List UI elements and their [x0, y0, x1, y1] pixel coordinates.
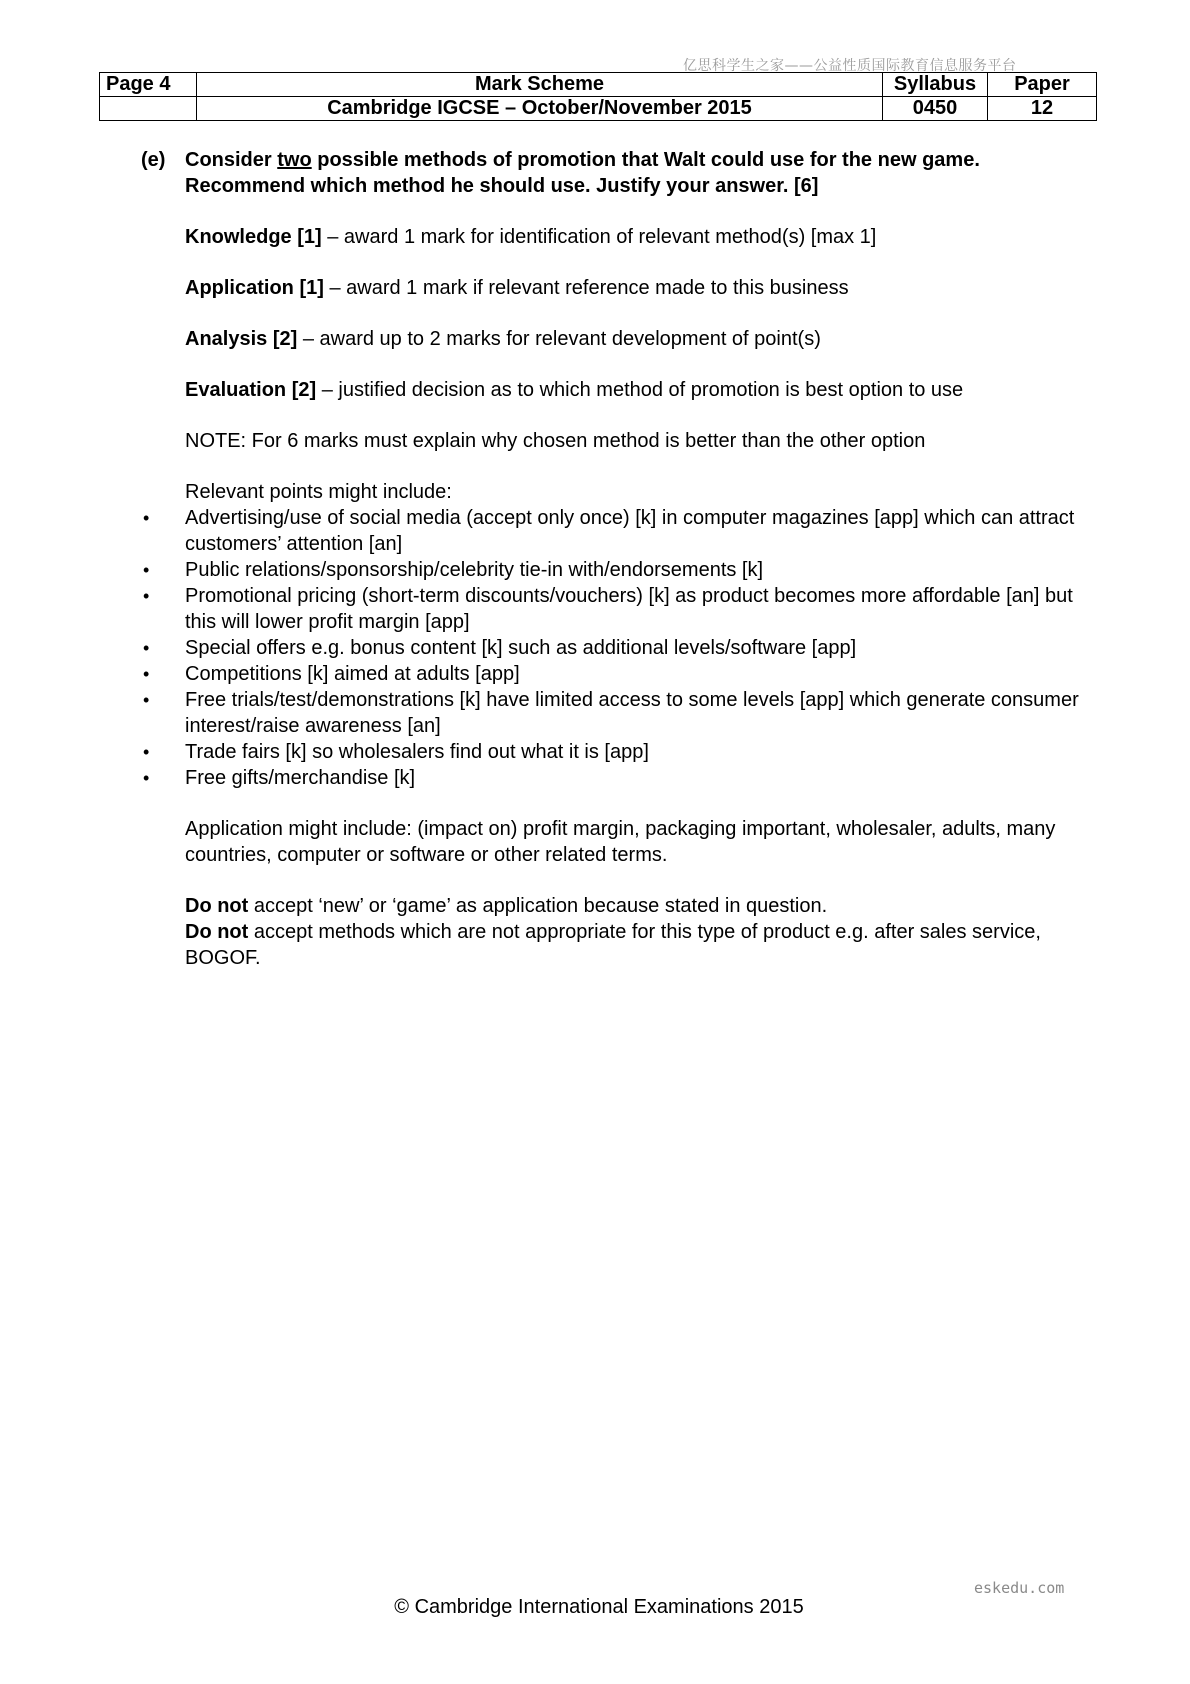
criterion-evaluation: Evaluation [2] – justified decision as to which method of promotion is best option to use — [185, 379, 964, 401]
list-item: • Free trials/test/demonstrations [k] have limited access to some levels [app] which generate consumer interest/raise awareness [an] — [141, 687, 1101, 739]
list-item: • Special offers e.g. bonus content [k] such as additional levels/software [app] — [141, 635, 1101, 661]
underlined-word: two — [277, 149, 312, 171]
do-not-2: Do not accept methods which are not appropriate for this type of product e.g. after sales service, BOGOF. — [185, 921, 1041, 969]
header-empty-cell — [100, 97, 197, 121]
do-not-1: Do not accept ‘new’ or ‘game’ as application because stated in question. — [185, 895, 828, 917]
points-intro: Relevant points might include: — [185, 481, 452, 503]
header-table — [99, 72, 1097, 121]
relevant-points-list — [141, 505, 1101, 791]
criterion-application: Application [1] – award 1 mark if relevant reference made to this business — [185, 277, 849, 299]
criterion-analysis: Analysis [2] – award up to 2 marks for relevant development of point(s) — [185, 328, 821, 350]
list-item: • Public relations/sponsorship/celebrity tie-in with/endorsements [k] — [141, 557, 1101, 583]
list-item: • Promotional pricing (short-term discounts/vouchers) [k] as product becomes more affordable [an] but this will lower profit margin [app] — [141, 583, 1101, 635]
list-item: • Advertising/use of social media (accept only once) [k] in computer magazines [app] which can attract customers’ attention [an] — [141, 505, 1101, 557]
page-number: Page 4 — [100, 73, 197, 97]
application-note: Application might include: (impact on) profit margin, packaging important, wholesaler, adults, many countries, computer or software or other related terms. — [185, 818, 1056, 866]
copyright-footer: © Cambridge International Examinations 2015 — [394, 1596, 804, 1618]
document-title: Mark Scheme — [197, 73, 883, 97]
list-item: • Competitions [k] aimed at adults [app] — [141, 661, 1101, 687]
exam-session: Cambridge IGCSE – October/November 2015 — [197, 97, 883, 121]
paper-number: 12 — [988, 97, 1097, 121]
watermark-bottom: eskedu.com — [974, 1579, 1065, 1597]
marking-note: NOTE: For 6 marks must explain why chosen method is better than the other option — [185, 430, 926, 452]
question — [141, 147, 1101, 199]
criterion-knowledge: Knowledge [1] – award 1 mark for identification of relevant method(s) [max 1] — [185, 226, 877, 248]
syllabus-code: 0450 — [883, 97, 988, 121]
paper-label: Paper — [988, 73, 1097, 97]
syllabus-label: Syllabus — [883, 73, 988, 97]
watermark-top: 亿思科学生之家——公益性质国际教育信息服务平台 — [683, 58, 1017, 74]
question-text: Consider two possible methods of promotion that Walt could use for the new game. Recommend which method he should use. Justify your answer. [6] — [185, 149, 980, 197]
mark-scheme-content — [141, 147, 1101, 971]
list-item: • Trade fairs [k] so wholesalers find out what it is [app] — [141, 739, 1101, 765]
question-label: (e) — [141, 149, 166, 171]
list-item: • Free gifts/merchandise [k] — [141, 765, 1101, 791]
